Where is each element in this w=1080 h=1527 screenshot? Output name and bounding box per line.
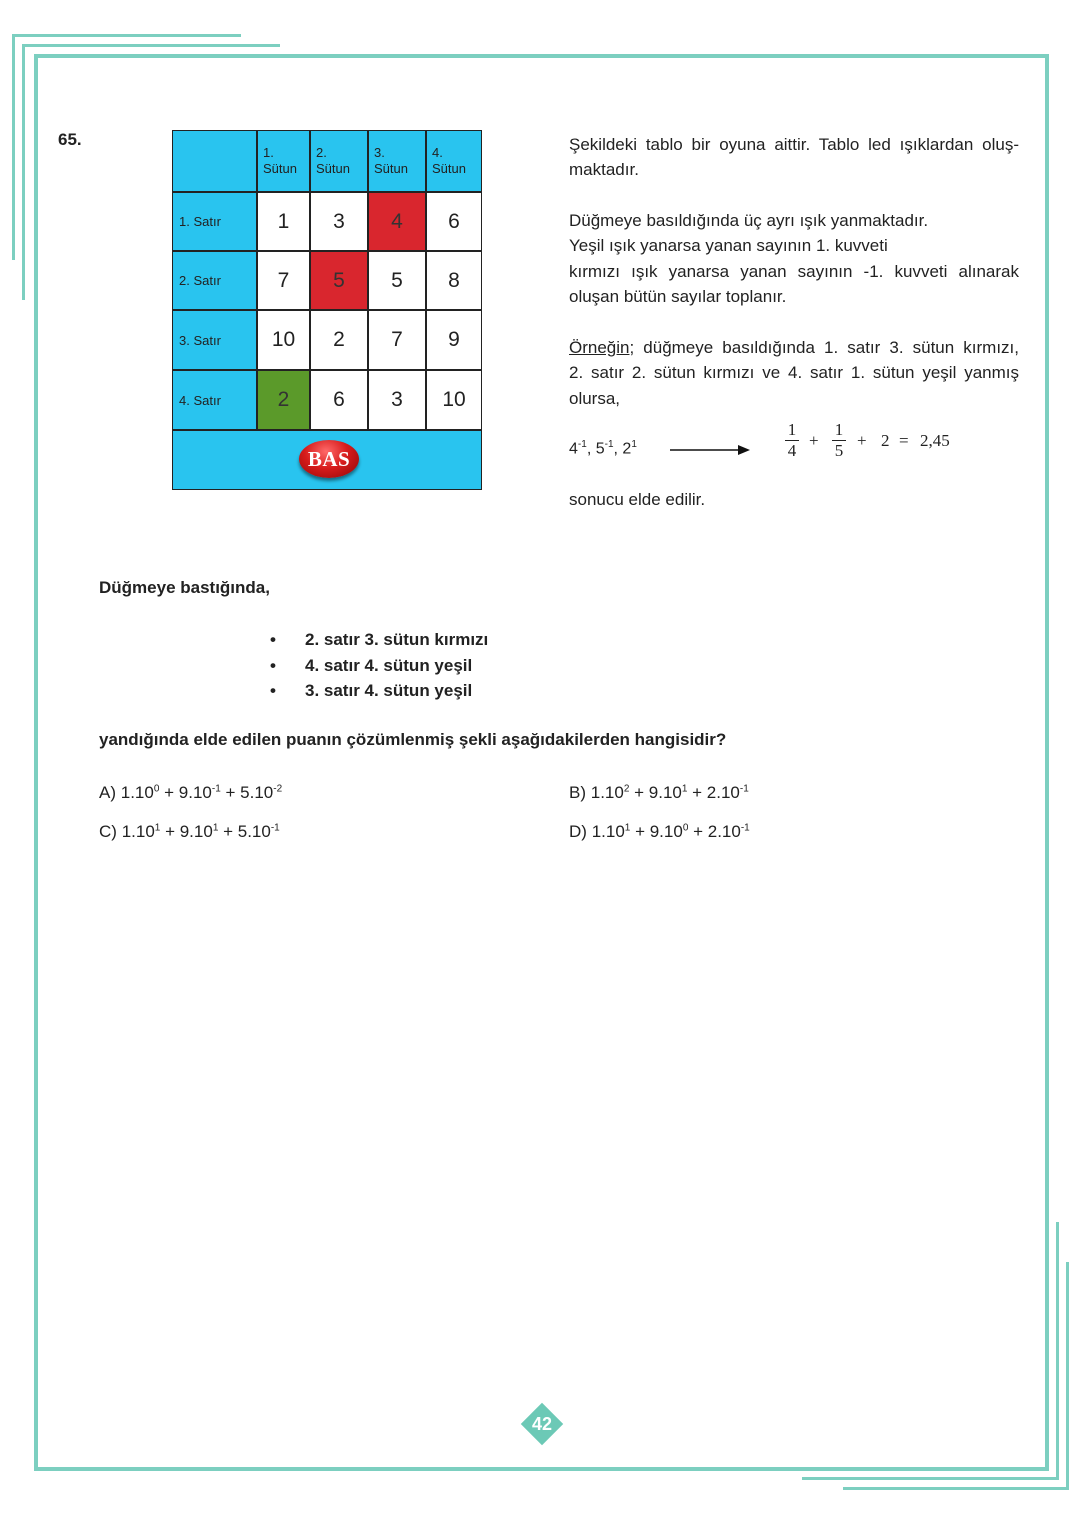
grid-cell bbox=[426, 310, 482, 370]
fraction-1-numerator: 1 bbox=[787, 420, 797, 439]
example-line-1 bbox=[569, 335, 1019, 361]
grid-cell bbox=[426, 370, 482, 430]
conditions-list bbox=[270, 627, 488, 704]
option-exponent: -1 bbox=[211, 783, 221, 795]
row-header: 2. Satır bbox=[172, 251, 257, 310]
plus-sign-2: + bbox=[857, 431, 867, 450]
page-number: 42 bbox=[531, 1413, 553, 1434]
cell-number: 2 bbox=[333, 328, 345, 351]
option-exponent: 1 bbox=[681, 783, 688, 795]
example-label: Örneğin bbox=[569, 338, 630, 357]
column-number: 3. bbox=[374, 145, 385, 160]
page-number-badge bbox=[520, 1402, 564, 1446]
cell-number: 1 bbox=[277, 209, 290, 233]
condition-item: • 4. satır 4. sütun yeşil bbox=[270, 653, 488, 679]
cell-number: 5 bbox=[391, 268, 403, 292]
option-b[interactable]: B) $1.10^2 + 9.10^1 + 2.10^{-1}$ bbox=[569, 783, 749, 802]
grid-cell bbox=[426, 192, 482, 251]
grid-cell-red bbox=[310, 251, 368, 310]
description-line-2: maktadır. bbox=[569, 160, 639, 179]
option-letter: D) bbox=[569, 822, 587, 841]
option-d[interactable]: D) $1.10^1 + 9.10^0 + 2.10^{-1}$ bbox=[569, 822, 750, 841]
equals-sign: = bbox=[899, 431, 909, 450]
rule-line-1: Düğmeye basıldığında üç ayrı ışık yanmaktadır. bbox=[569, 211, 929, 230]
power-exponent: -1 bbox=[604, 439, 614, 450]
grid-cell bbox=[310, 310, 368, 370]
game-table bbox=[172, 130, 482, 490]
option-letter: B) bbox=[569, 783, 586, 802]
option-term: 9.10 bbox=[648, 783, 682, 802]
option-exponent: -1 bbox=[740, 822, 750, 834]
option-exponent: 1 bbox=[212, 822, 219, 834]
fraction-2 bbox=[832, 421, 846, 460]
example-line-3: olursa, bbox=[569, 389, 621, 408]
grid-cell bbox=[426, 251, 482, 310]
rule-line-4: oluşan bütün sayılar toplanır. bbox=[569, 287, 787, 306]
option-letter: A) bbox=[99, 783, 116, 802]
option-exponent: 0 bbox=[153, 783, 160, 795]
option-exponent: 1 bbox=[154, 822, 161, 834]
example-line-2: 2. satır 2. sütun kırmızı ve 4. satır 1. sütun yeşil yanmış bbox=[569, 363, 1019, 382]
option-term: 1.10 bbox=[120, 783, 154, 802]
cell-number: 2 bbox=[277, 388, 290, 411]
grid-cell bbox=[368, 370, 426, 430]
column-word: Sütun bbox=[374, 161, 408, 176]
condition-item: • 3. satır 4. sütun yeşil bbox=[270, 678, 488, 704]
grid-cell bbox=[257, 192, 310, 251]
power-base: 5 bbox=[595, 440, 605, 458]
option-term: 9.10 bbox=[178, 783, 212, 802]
option-c[interactable]: C) $1.10^1 + 9.10^1 + 5.10^{-1}$ bbox=[99, 822, 280, 841]
option-exponent: 0 bbox=[682, 822, 689, 834]
option-term: 9.10 bbox=[649, 822, 683, 841]
column-header-label bbox=[258, 131, 309, 177]
grid-cell bbox=[310, 370, 368, 430]
option-term: 5.10 bbox=[237, 822, 271, 841]
cell-number: 7 bbox=[277, 268, 290, 292]
cell-number: 9 bbox=[448, 328, 460, 351]
description-line-1: Şekildeki tablo bir oyuna aittir. Tablo led ışıklardan oluş- bbox=[569, 135, 1019, 154]
column-number: 2. bbox=[316, 145, 327, 160]
plus-sign-1: + bbox=[809, 431, 819, 450]
column-header-label bbox=[311, 131, 367, 177]
whole-number: 2 bbox=[881, 431, 890, 450]
cell-number: 6 bbox=[333, 388, 345, 411]
power-exponent: -1 bbox=[577, 439, 587, 450]
option-a[interactable]: A) $1.10^0 + 9.10^{-1} + 5.10^{-2}$ bbox=[99, 783, 283, 802]
cell-number: 8 bbox=[448, 268, 460, 292]
question-stem: yandığında elde edilen puanın çözümlenmiş şekli aşağıdakilerden hangisidir? bbox=[99, 730, 727, 749]
option-exponent: -1 bbox=[270, 822, 280, 834]
rule-line-2: Yeşil ışık yanarsa yanan sayının 1. kuvveti bbox=[569, 236, 888, 255]
example-line-1-text: ; düğmeye basıldığında 1. satır 3. sütun kırmızı, bbox=[629, 338, 1019, 357]
option-term: 1.10 bbox=[121, 822, 155, 841]
fraction-1-denominator: 4 bbox=[787, 441, 797, 460]
row-header: 1. Satır bbox=[172, 192, 257, 251]
column-header bbox=[310, 130, 368, 192]
column-word: Sütun bbox=[263, 161, 297, 176]
row-header: 3. Satır bbox=[172, 310, 257, 370]
option-exponent: -1 bbox=[739, 783, 749, 795]
example-powers: $4^{-1}$, $5^{-1}$, $2^1$ bbox=[569, 439, 637, 458]
grid-cell bbox=[368, 310, 426, 370]
example-result: 2,45 bbox=[920, 431, 950, 450]
fraction-1 bbox=[785, 421, 799, 460]
option-term: 2.10 bbox=[706, 783, 740, 802]
condition-item: • 2. satır 3. sütun kırmızı bbox=[270, 627, 488, 653]
option-term: 5.10 bbox=[240, 783, 274, 802]
grid-cell bbox=[310, 192, 368, 251]
power-base: 2 bbox=[622, 440, 632, 458]
cell-number: 5 bbox=[333, 268, 345, 292]
column-header bbox=[426, 130, 482, 192]
arrow-icon bbox=[670, 443, 750, 457]
fraction-2-denominator: 5 bbox=[834, 441, 844, 460]
column-header-label bbox=[369, 131, 425, 177]
option-term: 1.10 bbox=[591, 822, 625, 841]
grid-cell bbox=[257, 251, 310, 310]
cell-number: 10 bbox=[271, 328, 296, 351]
option-term: 1.10 bbox=[590, 783, 624, 802]
grid-cell bbox=[368, 251, 426, 310]
option-exponent: 2 bbox=[623, 783, 630, 795]
cell-number: 6 bbox=[448, 209, 460, 233]
column-header-label bbox=[427, 131, 481, 177]
column-header bbox=[257, 130, 310, 192]
fraction-2-numerator: 1 bbox=[834, 420, 844, 439]
grid-cell-red bbox=[368, 192, 426, 251]
row-header: 4. Satır bbox=[172, 370, 257, 430]
cell-number: 3 bbox=[333, 209, 345, 233]
question-number: 65. bbox=[58, 130, 82, 149]
column-header bbox=[368, 130, 426, 192]
column-number: 4. bbox=[432, 145, 443, 160]
prompt-intro: Düğmeye bastığında, bbox=[99, 578, 270, 597]
power-base: 4 bbox=[569, 440, 578, 458]
option-exponent: 1 bbox=[624, 822, 631, 834]
column-number: 1. bbox=[263, 145, 274, 160]
cell-number: 10 bbox=[442, 388, 466, 411]
option-term: 9.10 bbox=[179, 822, 213, 841]
option-term: 2.10 bbox=[707, 822, 741, 841]
cell-number: 4 bbox=[391, 209, 403, 233]
result-text: sonucu elde edilir. bbox=[569, 490, 706, 509]
power-exponent: 1 bbox=[631, 439, 637, 450]
grid-cell bbox=[257, 310, 310, 370]
column-word: Sütun bbox=[432, 161, 466, 176]
rule-line-3: kırmızı ışık yanarsa yanan sayının -1. kuvveti alınarak bbox=[569, 262, 1019, 281]
bas-button[interactable]: BAS bbox=[299, 440, 359, 478]
grid-cell-green bbox=[257, 370, 310, 430]
cell-number: 3 bbox=[391, 388, 403, 411]
option-letter: C) bbox=[99, 822, 117, 841]
option-exponent: -2 bbox=[273, 783, 283, 795]
column-word: Sütun bbox=[316, 161, 350, 176]
corner-cell bbox=[172, 130, 257, 192]
cell-number: 7 bbox=[391, 328, 403, 351]
